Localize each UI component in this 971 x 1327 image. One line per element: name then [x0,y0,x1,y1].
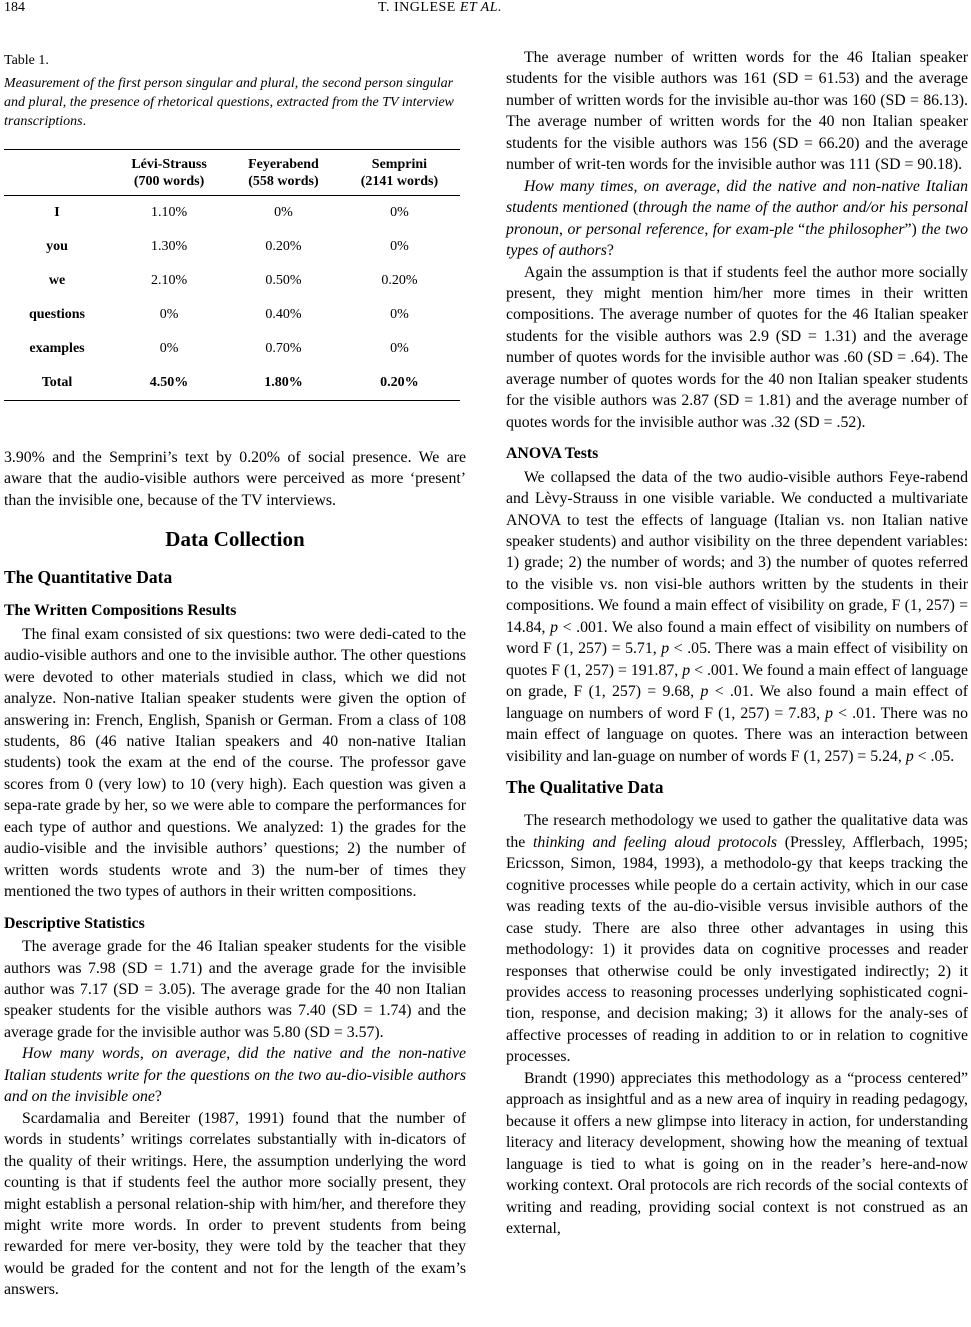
table-cell: 0.20% [381,273,418,289]
text-run: thinking and feeling aloud protocols [532,833,778,851]
text-run: extracted from the TV interview transcriptions [4,95,454,129]
row-label: Total [41,375,73,391]
text-run: the second person singular and plural [4,76,454,110]
section-heading: Data Collection [165,527,305,552]
text-run: , [716,177,727,195]
table-cell: 2.10% [150,273,188,289]
paragraph [4,936,466,1043]
table-corner-cell [4,150,110,196]
table-cell: 0.50% [265,273,302,289]
paragraph [506,810,968,1067]
text-run: < .001. We found a main effect of language on grade, F (1, 257) = 9.68, [506,661,969,701]
table-row [4,298,460,332]
text-run: did the native and the non-native Italian students write for the questions on the two au-dio-visible authors and on the invisible one [4,1045,467,1106]
text-run: ( [628,199,639,217]
column-header: Feyerabend (558 words) [248,156,319,189]
column-header: Lévi-Strauss (700 words) [131,156,207,189]
text-run: . [82,114,87,129]
page-header [0,0,971,20]
text-run: , [704,220,713,238]
page-number: 184 [4,0,25,15]
text-run: Measurement of the first person singular and plural [4,76,295,91]
table-cell: 0.40% [265,307,302,323]
text-run: on average [151,1045,227,1063]
text-run: < .01. There was no main effect of language on quotes. There was an interaction between visibility and lan-guage on number of words F (1, 257) = 5.24, [506,704,969,765]
running-title: T. INGLESE ET AL. [378,0,503,15]
left-body-text [4,447,466,1301]
text-run: p [825,704,834,722]
table-cell: 0% [390,307,409,323]
text-run: The research methodology we used to gather the qualitative data was the [506,812,968,851]
data-table [4,149,460,401]
right-body-text [506,47,968,1239]
text-run: Brandt (1990) appreciates this methodology as a “process centered” approach as insightful and as a new area of inquiry in reading pedagogy, because it offers a new glimpse into literacy in action, for understanding literacy and literacy development, showing how the meaning of textual language is tied to what is going on in the reader’s here-and-now working context. Oral protocols are rich records of the social contexts of writing and reading, providing social context is not construed as an external, [506,1069,968,1238]
text-run: p [550,618,559,636]
text-run: p [905,747,914,765]
table-cell: 1.10% [150,205,188,221]
paragraph [506,47,968,176]
text-run: , [633,177,638,195]
text-run: , [294,76,302,91]
text-run: ? [606,242,614,260]
table-total-row [4,366,460,401]
table-cell: 0.20% [380,375,419,391]
subsubsection-heading: The Written Compositions Results [4,602,237,620]
text-run: How many times [524,177,634,195]
text-run: The average number of written words for the 46 Italian speaker students for the visible authors was 161 (SD = 61.53) and the average number of written words for the invisible au-thor was 160 (SD = 86.13). The average number of written words for the 40 non Italian speaker students for the visible authors was 156 (SD = 66.20) and the average number of writ-ten words for the invisible author was 111 (SD = 90.18). [506,49,968,174]
text-run: p [700,683,709,701]
table-cell: 0% [390,239,409,255]
paragraph [506,176,968,262]
table-cell: 0% [390,205,409,221]
text-run: the presence of rhetorical questions [69,95,270,110]
text-run: for exam-ple [712,220,794,238]
text-run: the philosopher [805,220,905,238]
text-run: ”) [904,220,922,238]
text-run: , [558,220,568,238]
text-run: ? [154,1088,162,1106]
table-row [4,230,460,264]
text-run: (Pressley, Afflerbach, 1995; Ericsson, Simon, 1984, 1993), a methodolo-gy that keeps tracking the cognitive processes while people do a certain activity, which in our case was reading texts of the au-dio-visible versus invisible authors of the case study. There are also three other advantages in using this methodology: 1) it provides data on cognitive processes and reader responses that otherwise could be only investigated indirectly; 2) it provides access to reasoning processes underlying sophisticated cogni-tion, response, and decision making; 3) it allows for the analy-ses of affective processes of reading in addition to or in relation to cognitive processes. [506,833,969,1066]
left-column [4,47,466,1301]
text-run: the two types of authors [506,220,968,260]
table-caption [4,74,466,131]
row-label: I [54,205,60,221]
table-row [4,264,460,298]
table-cell: 0% [390,341,409,357]
table-cell: 1.80% [264,375,303,391]
text-run: < .001. We also found a main effect of visibility on numbers of word F (1, 257) = 5.71, [506,618,968,658]
text-run: p [682,661,691,679]
text-run: p [661,640,670,658]
column-header: Semprini (2141 words) [360,156,439,189]
text-run: < .05. There was a main effect of visibility on quotes F (1, 257) = 191.87, [506,640,968,679]
row-label: we [48,273,66,289]
text-run: < .01. We also found a main effect of language on numbers of word F (1, 257) = 7.83, [506,683,969,722]
text-run: The final exam consisted of six questions: two were dedi-cated to the audio-visible authors and one to the invisible author. The other questions were devoted to other materials studied in class, which we did not analyze. Non-native Italian speaker students were given the option of answering in: French, English, Spanish or German. From a class of 108 students, 86 (46 native Italian speakers and 40 non-native Italian students) took the exam at the end of the course. The professor gave scores from 0 (very low) to 10 (very high). Each question was given a sepa-rate grade by her, so we were able to compare the performances for each type of author and questions. We analyzed: 1) the grades for the audio-visible and the invisible authors’ questions; 2) the number of written words students wrote and 3) the num-ber of times they mentioned the two types of authors in their written compositions. [4,625,466,901]
row-label: questions [28,307,86,323]
text-run: did the native and non-native Italian students mentioned [506,177,969,217]
table-cell: 0.70% [265,341,302,357]
table-cell: 0.20% [265,239,302,255]
right-column [506,47,968,1239]
subsubsection-heading: Descriptive Statistics [4,914,145,932]
text-run: on average [637,177,717,195]
table-cell: 0% [159,307,179,323]
text-run: , [226,1045,239,1063]
text-run: 3.90% and the Semprini’s text by 0.20% of social presence. We are aware that the audio-visible authors were perceived as more ‘present’ than the invisible one, because of the TV interviews. [4,449,466,509]
text-run: or personal reference [567,220,705,238]
text-run: “ [793,220,806,238]
text-run: , [269,95,277,110]
paragraph [4,624,466,903]
subsection-heading: The Quantitative Data [4,566,173,587]
row-label: you [46,239,68,255]
subsubsection-heading: ANOVA Tests [506,445,599,463]
text-run: , [139,1045,152,1063]
table-cell: 0% [159,341,179,357]
table-header-row [4,150,460,196]
paragraph [506,1068,968,1240]
text-run: How many words [22,1045,140,1063]
paragraph [506,467,968,767]
paragraph [4,1043,466,1107]
paragraph [4,447,466,511]
table-label: Table 1. [4,53,49,68]
text-run: Scardamalia and Bereiter (1987, 1991) found that the number of words in students’ writings correlates substantially with in-dicators of the quality of their writings. Here, the assumption underlying the word counting is that if students feel the author more socially present, they might establish a personal relation-ship with him/her, and therefore they might write more words. In order to prevent students from being rewarded for mere ver-bosity, they were told by the teacher that they would be graded for the content and not for the length of the exam’s answers. [4,1109,466,1299]
text-run: We collapsed the data of the two audio-visible authors Feye-rabend and Lèvy-Strauss in one visible variable. We conducted a multivariate ANOVA to test the effects of language (Italian vs. non Italian native speaker students) and author visibility on the three dependent variables: 1) grade; 2) the number of words; and 3) the number of quotes referred to the visible vs. non visi-ble authors written by the students in their compositions. We found a main effect of visibility on grade, F (1, 257) = 14.84, [506,468,968,636]
table-cell: 4.50% [149,375,189,391]
text-run: , [62,95,70,110]
table-1 [4,51,466,401]
text-run: Again the assumption is that if students feel the author more socially present, they might mention him/her more times in their written compositions. The average number of quotes for the 46 Italian speaker students for the visible authors was 2.9 (SD = 1.31) and the average number of quotes words for the invisible author was .60 (SD = .64). The average number of quotes words for the 40 non Italian speaker students for the visible authors was 2.87 (SD = 1.81) and the average number of quotes words for the invisible author was .32 (SD = .52). [506,263,968,431]
row-label: examples [29,341,85,357]
subsection-heading: The Qualitative Data [506,776,664,797]
text-run: through the name of the author and/or his personal pronoun [506,199,969,238]
table-cell: 0% [274,205,293,221]
paragraph [506,262,968,434]
paragraph [4,1108,466,1301]
table-row [4,332,460,366]
table-cell: 1.30% [150,239,188,255]
text-run: < .05. [913,747,955,765]
table-row [4,196,460,231]
text-run: The average grade for the 46 Italian speaker students for the visible authors was 7.98 (SD = 1.71) and the average grade for the invisible author was 7.17 (SD = 3.05). The average grade for the 40 non Italian speaker students for the visible authors was 7.40 (SD = 1.74) and the average grade for the invisible author was 5.80 (SD = 3.57). [4,938,466,1041]
